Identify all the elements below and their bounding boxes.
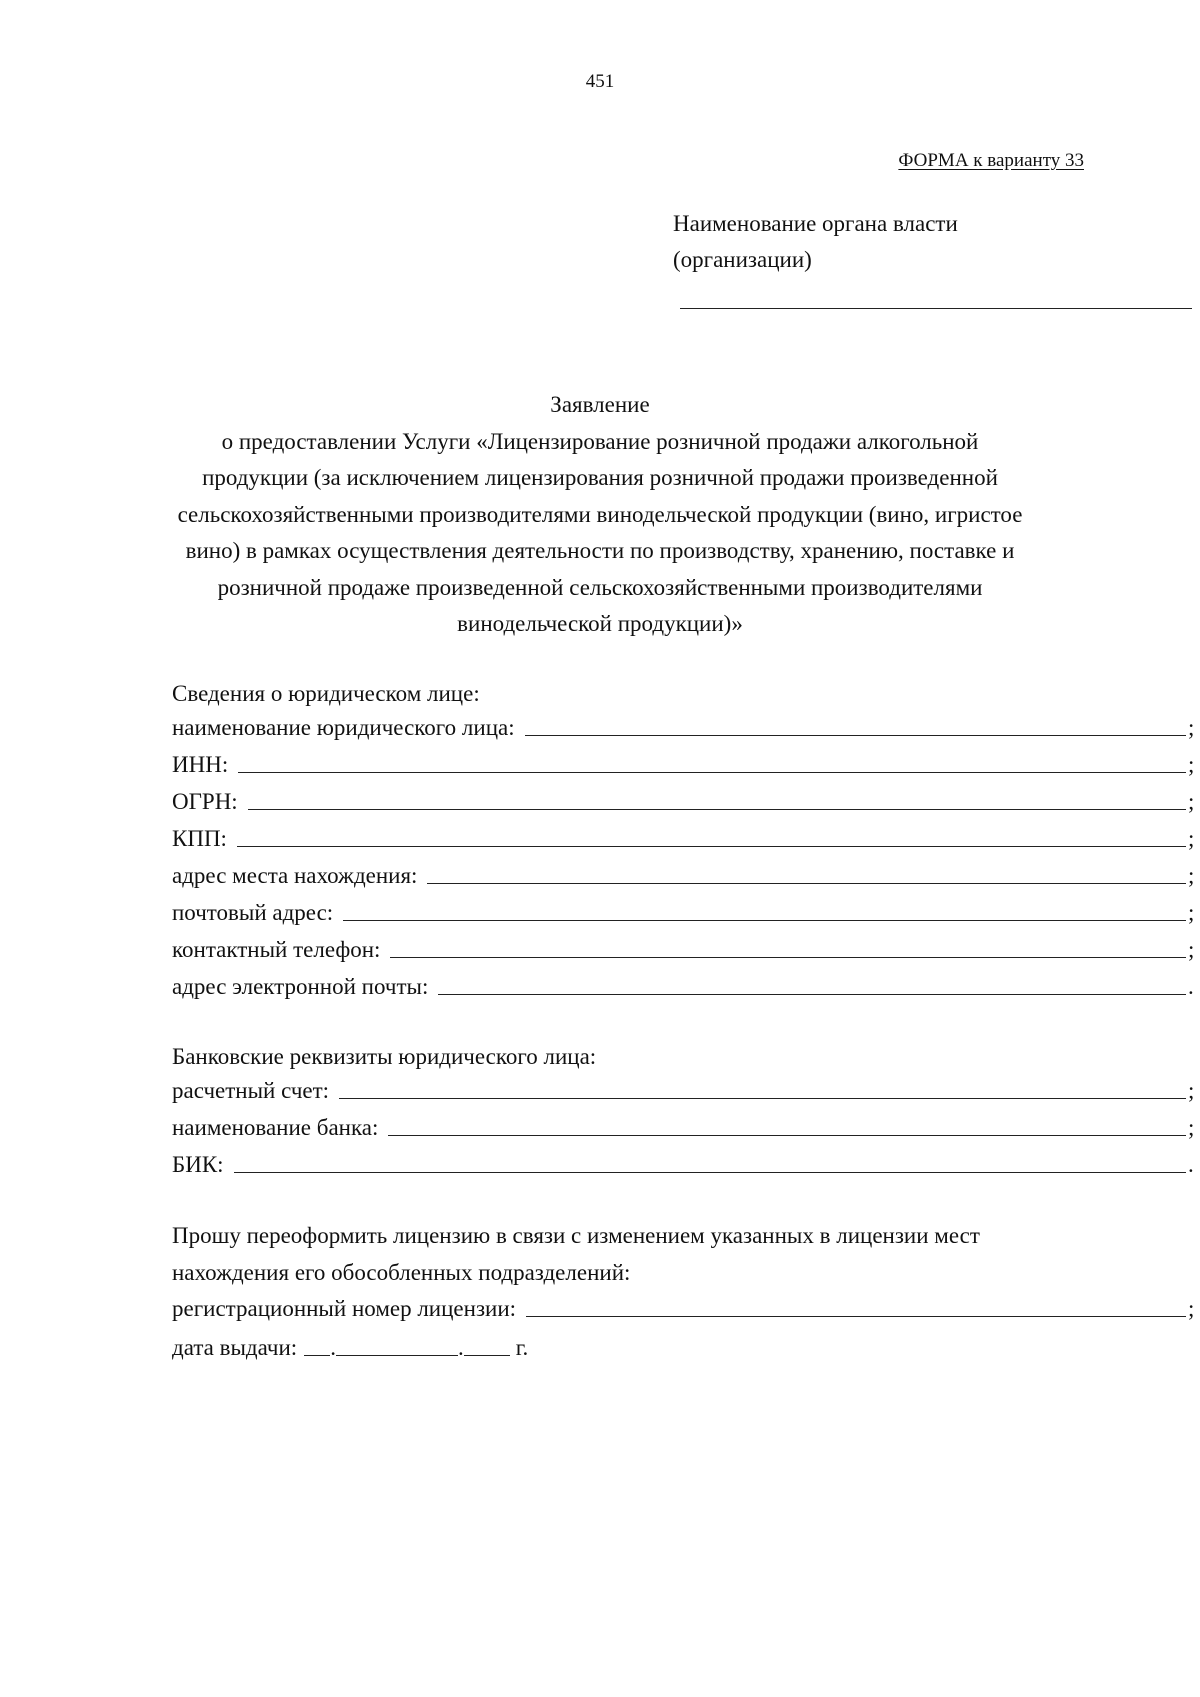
bik-input[interactable]: [234, 1171, 1186, 1173]
inn-input[interactable]: [238, 771, 1186, 773]
request-line-1: Прошу переоформить лицензию в связи с изменением указанных в лицензии мест: [172, 1223, 980, 1248]
issue-month-input[interactable]: [336, 1354, 458, 1356]
field-label: дата выдачи:: [172, 1335, 298, 1360]
field-row-inn: [172, 748, 1196, 778]
field-label: расчетный счет:: [172, 1078, 330, 1103]
field-row-bik: [172, 1148, 1196, 1178]
field-end: ;: [1188, 826, 1195, 851]
title-line: вино) в рамках осуществления деятельности по производству, хранению, поставке и: [185, 538, 1015, 563]
field-end: ;: [1188, 1078, 1195, 1103]
field-row-ogrn: [172, 785, 1196, 815]
field-label: наименование юридического лица:: [172, 715, 515, 740]
year-suffix: г.: [515, 1335, 529, 1360]
issue-year-input[interactable]: [464, 1354, 510, 1356]
field-end: .: [1188, 974, 1194, 999]
legal-entity-heading: Сведения о юридическом лице:: [172, 681, 480, 706]
title-line: розничной продаже произведенной сельскохозяйственными производителями: [217, 574, 983, 600]
field-row-bank-name: [172, 1111, 1196, 1141]
field-label: почтовый адрес:: [172, 900, 334, 925]
title-line: сельскохозяйственными производителями винодельческой продукции (вино, игристое: [177, 501, 1023, 527]
bank-name-input[interactable]: [388, 1134, 1186, 1136]
location-address-input[interactable]: [427, 882, 1186, 884]
field-label: БИК:: [172, 1152, 224, 1177]
field-row-kpp: [172, 822, 1196, 852]
request-line-2: нахождения его обособленных подразделений:: [172, 1260, 631, 1285]
field-label: адрес электронной почты:: [172, 974, 429, 999]
field-label: наименование банка:: [172, 1115, 379, 1140]
authority-name-field[interactable]: [680, 308, 1192, 309]
field-row-entity-name: [172, 711, 1196, 741]
field-end: ;: [1188, 900, 1195, 925]
field-row-location-address: [172, 859, 1196, 889]
page-number: 451: [585, 71, 615, 92]
field-row-license-number: [172, 1292, 1196, 1322]
title-line: винодельческой продукции)»: [457, 611, 743, 636]
field-end: ;: [1188, 1115, 1195, 1140]
field-row-account: [172, 1074, 1196, 1104]
field-row-issue-date: [172, 1335, 528, 1361]
title-line: о предоставлении Услуги «Лицензирование розничной продажи алкогольной: [221, 428, 979, 454]
email-input[interactable]: [438, 993, 1186, 995]
field-row-email: [172, 970, 1196, 1000]
account-input[interactable]: [339, 1097, 1186, 1099]
postal-address-input[interactable]: [343, 919, 1186, 921]
field-label: контактный телефон:: [172, 937, 381, 962]
title-line: продукции (за исключением лицензирования розничной продажи произведенной: [202, 465, 998, 490]
title-heading: Заявление: [550, 392, 650, 417]
phone-input[interactable]: [390, 956, 1186, 958]
license-number-input[interactable]: [526, 1315, 1186, 1317]
field-end: ;: [1188, 863, 1195, 888]
field-end: ;: [1188, 937, 1195, 962]
field-end: ;: [1188, 752, 1195, 777]
authority-line-1: Наименование органа власти: [673, 211, 958, 236]
field-label: адрес места нахождения:: [172, 863, 418, 888]
field-row-phone: [172, 933, 1196, 963]
field-end: ;: [1188, 789, 1195, 814]
form-reference: ФОРМА к варианту 33: [898, 150, 1084, 171]
field-label: регистрационный номер лицензии:: [172, 1296, 517, 1321]
bank-heading: Банковские реквизиты юридического лица:: [172, 1044, 597, 1069]
issue-day-input[interactable]: [304, 1354, 330, 1356]
authority-block: [673, 206, 958, 278]
field-end: ;: [1188, 1296, 1195, 1321]
entity-name-input[interactable]: [525, 734, 1186, 736]
field-label: ОГРН:: [172, 789, 238, 814]
ogrn-input[interactable]: [248, 808, 1186, 810]
kpp-input[interactable]: [237, 845, 1186, 847]
date-separator: .: [330, 1335, 336, 1360]
field-end: ;: [1188, 715, 1195, 740]
field-label: ИНН:: [172, 752, 229, 777]
field-end: .: [1188, 1152, 1194, 1177]
field-label: КПП:: [172, 826, 227, 851]
field-row-postal-address: [172, 896, 1196, 926]
date-separator: .: [457, 1335, 464, 1360]
document-title: [140, 387, 1060, 643]
authority-line-2: (организации): [673, 247, 812, 272]
